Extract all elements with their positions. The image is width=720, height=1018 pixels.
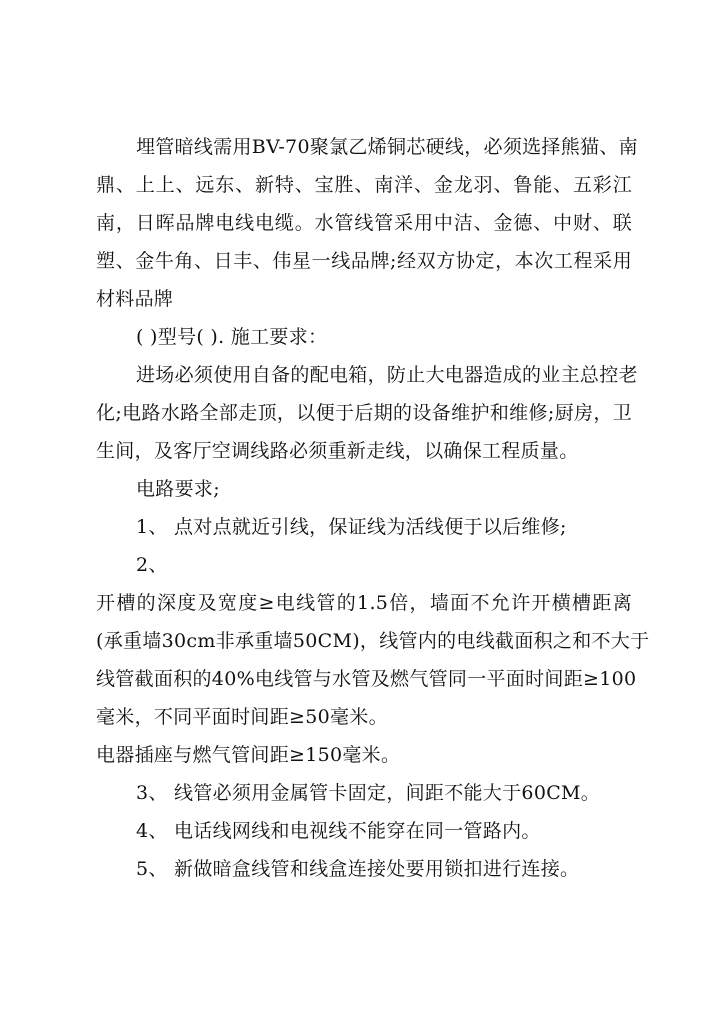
requirement-item-1: 1、 点对点就近引线，保证线为活线便于以后维修;: [136, 516, 567, 538]
distribution-box-line-3: 生间，及客厅空调线路必须重新走线，以确保工程质量。: [96, 440, 579, 462]
model-line: ( )型号( ). 施工要求：: [136, 326, 328, 348]
distribution-box-line-1: 进场必须使用自备的配电箱，防止大电器造成的业主总控老: [136, 364, 638, 386]
requirement-item-2-line-2: (承重墙30cm非承重墙50CM)，线管内的电线截面积之和不大于: [96, 630, 650, 652]
requirement-item-3: 3、 线管必须用金属管卡固定，间距不能大于60CM。: [136, 782, 601, 804]
circuit-requirements-heading: 电路要求;: [136, 478, 220, 500]
requirement-item-5: 5、 新做暗盒线管和线盒连接处要用锁扣进行连接。: [136, 858, 580, 880]
materials-line-2: 鼎、上上、远东、新特、宝胜、南洋、金龙羽、鲁能、五彩江: [96, 174, 632, 196]
requirement-item-2-line-4: 毫米，不同平面时间距≥50毫米。: [96, 706, 388, 728]
distribution-box-line-2: 化;电路水路全部走顶，以便于后期的设备维护和维修;厨房，卫: [96, 402, 632, 424]
requirement-item-4: 4、 电话线网线和电视线不能穿在同一管路内。: [136, 820, 541, 842]
requirement-item-2-number: 2、: [136, 554, 168, 576]
materials-line-3: 南，日晖品牌电线电缆。水管线管采用中洁、金德、中财、联: [96, 212, 632, 234]
materials-line-5: 材料品牌: [96, 288, 174, 310]
socket-gas-distance: 电器插座与燃气管间距≥150毫米。: [96, 744, 401, 766]
materials-line-1: 埋管暗线需用BV-70聚氯乙烯铜芯硬线，必须选择熊猫、南: [136, 136, 638, 158]
requirement-item-2-line-3: 线管截面积的40%电线管与水管及燃气管同一平面时间距≥100: [96, 668, 637, 690]
materials-line-4: 塑、金牛角、日丰、伟星一线品牌;经双方协定，本次工程采用: [96, 250, 632, 272]
requirement-item-2-line-1: 开槽的深度及宽度≥电线管的1.5倍，墙面不允许开横槽距离: [96, 592, 632, 614]
